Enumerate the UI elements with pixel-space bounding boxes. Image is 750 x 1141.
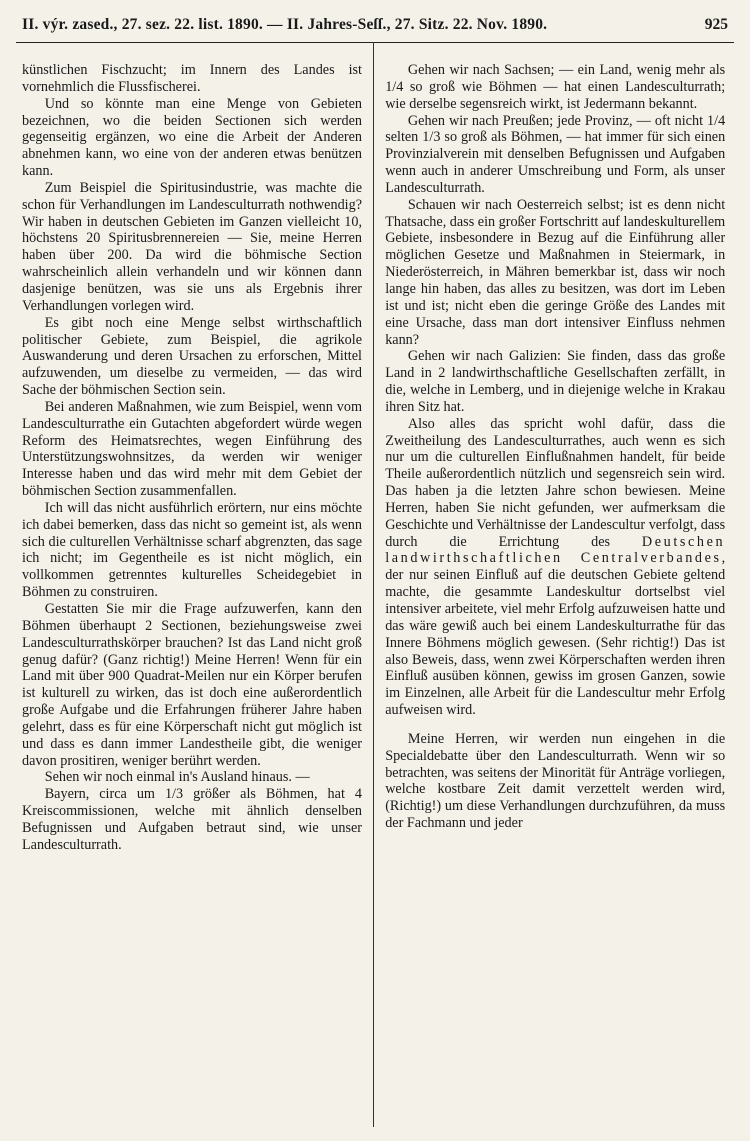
header-title: II. výr. zased., 27. sez. 22. list. 1890. — II. Jahres-Seſſ., 27. Sitz. 22. Nov. 1890. — [22, 16, 548, 33]
paragraph: Gehen wir nach Sachsen; — ein Land, wenig mehr als 1/4 so groß wie Böhmen — hat einen Landesculturrath; wie derselbe segensreich wirkt, ist Jedermann bekannt. — [385, 62, 726, 112]
paragraph: Ich will das nicht ausführlich erörtern, nur eins möchte ich dabei bemerken, dass das nicht so gemeint ist, als wenn sich die culturellen Verhältnisse scharf abgrenzten, das sage ich nicht; im Gegentheile es ist nicht möglich, ein vollkommen getrenntes kulturelles Scheidegebiet in Böhmen zu construiren. — [22, 499, 362, 601]
paragraph: Sehen wir noch einmal in's Ausland hinaus. — — [44, 769, 310, 786]
paragraph: Zum Beispiel die Spiritusindustrie, was machte die schon für Verhandlungen im Landesculturrath nothwendig? Wir haben in deutschen Gebieten im Ganzen vielleicht 10, höchstens 20 Spiritusbrennereien — Sie, meine Herren haben über 200. Da wird die böhmische Section wahrscheinlich allein verhandeln und wir können dann dasjenige benützen, was sie uns als Ergebnis ihrer Verhandlungen vorlegen wird. — [22, 179, 362, 314]
paragraph: Gehen wir nach Preußen; jede Provinz, — oft nicht 1/4 selten 1/3 so groß als Böhmen, — hat immer für sich einen Provinzialverein mit denselben Befugnissen und Aufgaben wenn auch in anderer Umschreibung und Form, als unser Landesculturrath. — [385, 112, 726, 196]
paragraph: Gehen wir nach Galizien: Sie finden, dass das große Land in 2 landwirthschaftliche Gesellschaften zerfällt, in die, welche in Lemberg, und in diejenige welche in Krakau ihren Sitz hat. — [385, 348, 726, 415]
paragraph-text: , der nur seinen Einfluß auf die deutschen Gebiete geltend machte, die gesammte Landeskultur dortselbst viel intensiver arbeitete, viel mehr Erfolg aufzuweisen hatte und das wäre gewiß auch bei einem Landeskulturrathe für das Innere Böhmens möglich gewesen. (Sehr richtig!) Das ist also Beweis, dass, wenn zwei Körperschaften werden ihren Einfluß ausüben können, gewiss im grosen Ganzen, sowie im Einzelnen, alle Arbeit für die Landescultur mehr Erfolg aufweisen wird. — [385, 550, 726, 719]
left-column — [22, 62, 362, 1127]
paragraph: künstlichen Fischzucht; im Innern des Landes ist vornehmlich die Flussfischerei. — [22, 62, 362, 95]
paragraph: Meine Herren, wir werden nun eingehen in die Specialdebatte über den Landesculturrath. Wenn wir so betrachten, was seitens der Minorität für Anträge vorliegen, welche kostbare Zeit damit verzettelt werden wird, (Richtig!) um diese Verhandlungen durchzuführen, da muss der Fachmann und jeder — [385, 730, 726, 832]
paragraph: Bayern, circa um 1/3 größer als Böhmen, hat 4 Kreiscommissionen, welche mit ähnlich denselben Befugnissen und Aufgaben betraut sind, wie unser Landesculturrath. — [22, 786, 362, 853]
spaced-organization-name: Deutschen landwirthschaftlichen Centralverbandes — [385, 533, 726, 567]
page-header — [16, 16, 734, 43]
column-divider — [373, 42, 374, 1127]
paragraph: Und so könnte man eine Menge von Gebieten bezeichnen, wo die beiden Sectionen sich werden gegenseitig ergänzen, wo eine die Arbeit der Anderen abnehmen kann, wo eine von der anderen etwas benützen kann. — [22, 95, 362, 180]
paragraph: Es gibt noch eine Menge selbst wirthschaftlich politischer Gebiete, zum Beispiel, die agrikole Auswanderung und deren Ursachen zu erforschen, Mittel aufzuwenden, um dieselbe zu vermeiden, — das wird Sache der böhmischen Section sein. — [22, 314, 362, 399]
page-number: 925 — [704, 16, 728, 33]
paragraph — [385, 416, 725, 719]
right-column — [385, 62, 725, 1127]
paragraph: Bei anderen Maßnahmen, wie zum Beispiel, wenn vom Landesculturrathe ein Gutachten abgefordert würde wegen Reform des Heimatsrechtes, wegen Einführung des Unterstützungswohnsitzes, da werden wir weniger Interesse haben und das wird mehr mit dem Gebiet der böhmischen Section zusammenfallen. — [22, 398, 362, 500]
paragraph-text: Also alles das spricht wohl dafür, dass die Zweitheilung des Landesculturrathes, auch wenn es sich nur um die culturellen Einflußnahmen handelt, für beide Theile außerordentlich nützlich und segensreich sein wird. Das haben ja die letzten Jahre schon bewiesen. Meine Herren, haben Sie nicht gefunden, wer aufmerksam die Geschichte und Verhältnisse der Landescultur verfolgt, dass durch die Errichtung des — [385, 415, 726, 550]
text-columns — [22, 62, 732, 1127]
paragraph: Schauen wir nach Oesterreich selbst; ist es denn nicht Thatsache, dass ein großer Fortschritt auf landeskulturellem Gebiete, insbesondere in Bezug auf die Einführung aller möglichen Gesetze und Maßnahmen in Steiermark, in Niederösterreich, in Mähren bemerkbar ist, dass wir noch lange hin haben, das alles zu besitzen, was dort im Leben ist und ist; nicht eben die geringe Größe des Landes mit eine Ursache, dass man dort intensiver Einfluss nehmen kann? — [385, 196, 726, 348]
paragraph: Gestatten Sie mir die Frage aufzuwerfen, kann den Böhmen überhaupt 2 Sectionen, beziehungsweise zwei Landesculturrathskörper brauchen? Ist das Land nicht groß genug dafür? (Ganz richtig!) Meine Herren! Wenn für ein Land mit über 900 Quadrat-Meilen nur ein Körper berufen ist kulturell zu wirken, das ist doch eine außerordentlich große Aufgabe und die Erfahrungen früherer Jahre haben gelehrt, dass es für eine Körperschaft nicht gut möglich ist und dass es dann immer Landestheile gibt, die weniger davon prositiren, weniger berührt werden. — [22, 601, 362, 769]
